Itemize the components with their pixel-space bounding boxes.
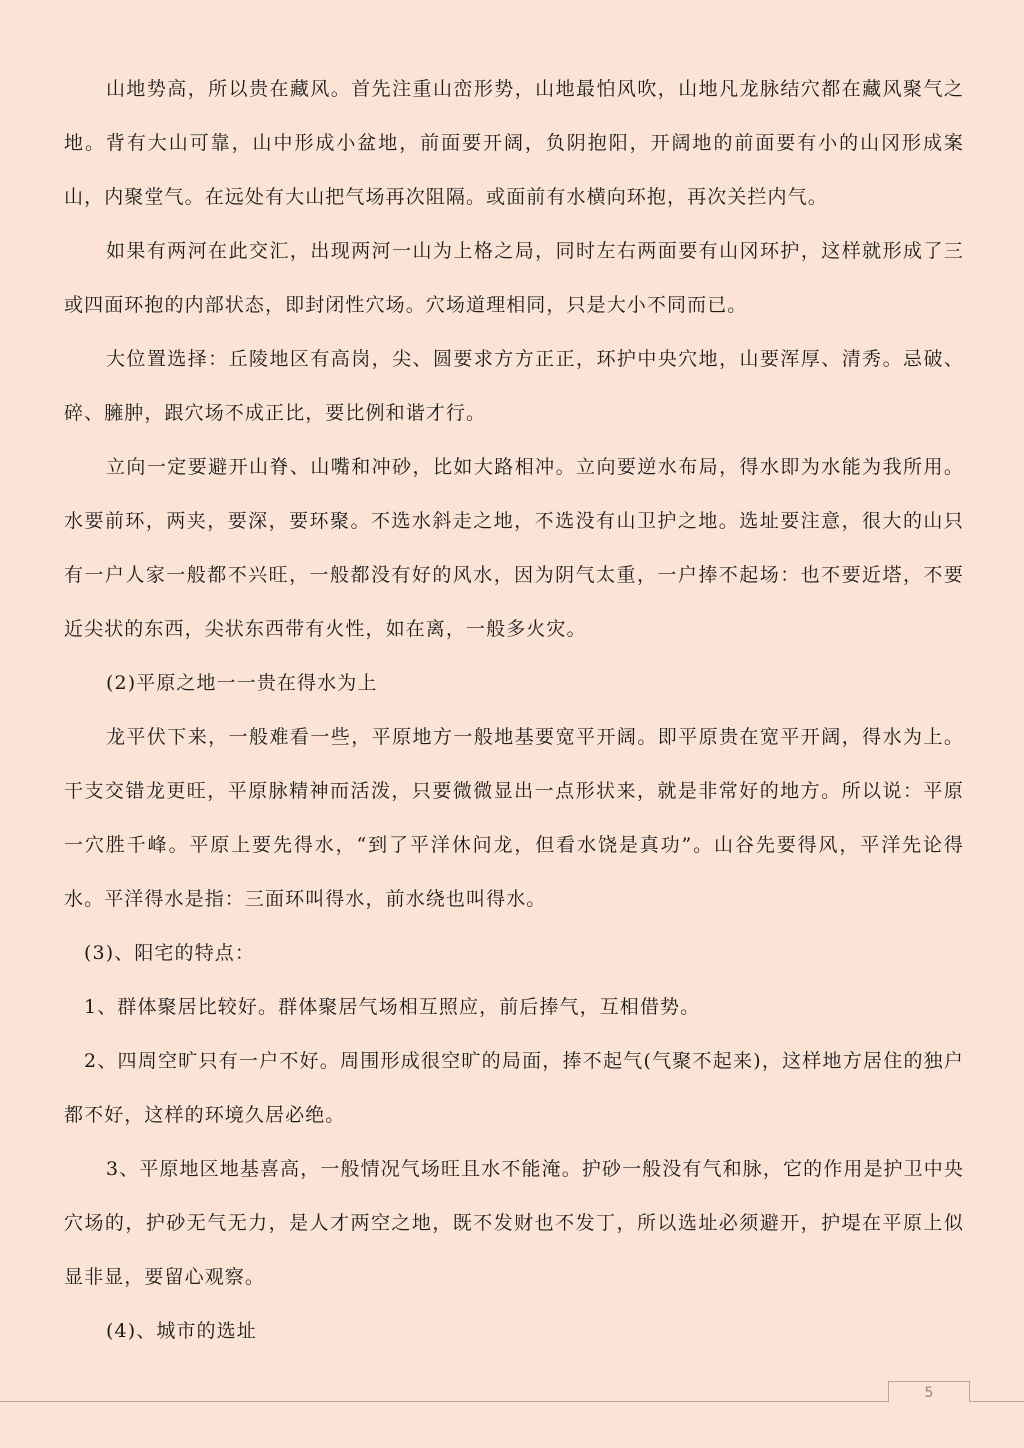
section-heading-yang-house: (3)、阳宅的特点： [84,942,255,964]
paragraph-mountain-terrain: 山地势高，所以贵在藏风。首先注重山峦形势，山地最怕风吹，山地凡龙脉结穴都在藏风聚气之地。背有大山可靠，山中形成小盆地，前面要开阔，负阴抱阳，开阔地的前面要有小的山冈形成案山，内聚堂气。在远处有大山把气场再次阻隔。或面前有水横向环抱，再次关拦内气。 [64,78,964,208]
list-item-2: 2、四周空旷只有一户不好。周围形成很空旷的局面，捧不起气(气聚不起来)，这样地方居住的独户都不好，这样的环境久居必绝。 [64,1050,964,1126]
paragraph-plain-water: 龙平伏下来，一般难看一些，平原地方一般地基要宽平开阔。即平原贵在宽平开阔，得水为上。干支交错龙更旺，平原脉精神而活泼，只要微微显出一点形状来，就是非常好的地方。所以说：平原一穴胜千峰。平原上要先得水，“到了平洋休问龙，但看水饶是真功”。山谷先要得风，平洋先论得水。平洋得水是指：三面环叫得水，前水绕也叫得水。 [64,726,964,910]
footer-divider [0,1401,1024,1402]
section-heading-city-site: (4)、城市的选址 [106,1320,257,1342]
page-content [64,62,964,1358]
paragraph-orientation: 立向一定要避开山脊、山嘴和冲砂，比如大路相冲。立向要逆水布局，得水即为水能为我所用。水要前环，两夹，要深，要环聚。不选水斜走之地，不选没有山卫护之地。选址要注意，很大的山只有一户人家一般都不兴旺，一般都没有好的风水，因为阴气太重，一户捧不起场：也不要近塔，不要近尖状的东西，尖状东西带有火性，如在离，一般多火灾。 [64,456,964,640]
list-item-3: 3、平原地区地基喜高，一般情况气场旺且水不能淹。护砂一般没有气和脉，它的作用是护卫中央穴场的，护砂无气无力，是人才两空之地，既不发财也不发丁，所以选址必须避开，护堤在平原上似显非显，要留心观察。 [64,1158,964,1288]
page-number: 5 [888,1381,970,1402]
section-heading-plain: (2)平原之地一一贵在得水为上 [106,672,378,694]
list-item-1: 1、群体聚居比较好。群体聚居气场相互照应，前后捧气，互相借势。 [84,996,701,1018]
paragraph-two-rivers: 如果有两河在此交汇，出现两河一山为上格之局，同时左右两面要有山冈环护，这样就形成了三或四面环抱的内部状态，即封闭性穴场。穴场道理相同，只是大小不同而已。 [64,240,964,316]
paragraph-site-selection: 大位置选择：丘陵地区有高岗，尖、圆要求方方正正，环护中央穴地，山要浑厚、清秀。忌破、碎、臃肿，跟穴场不成正比，要比例和谐才行。 [64,348,964,424]
